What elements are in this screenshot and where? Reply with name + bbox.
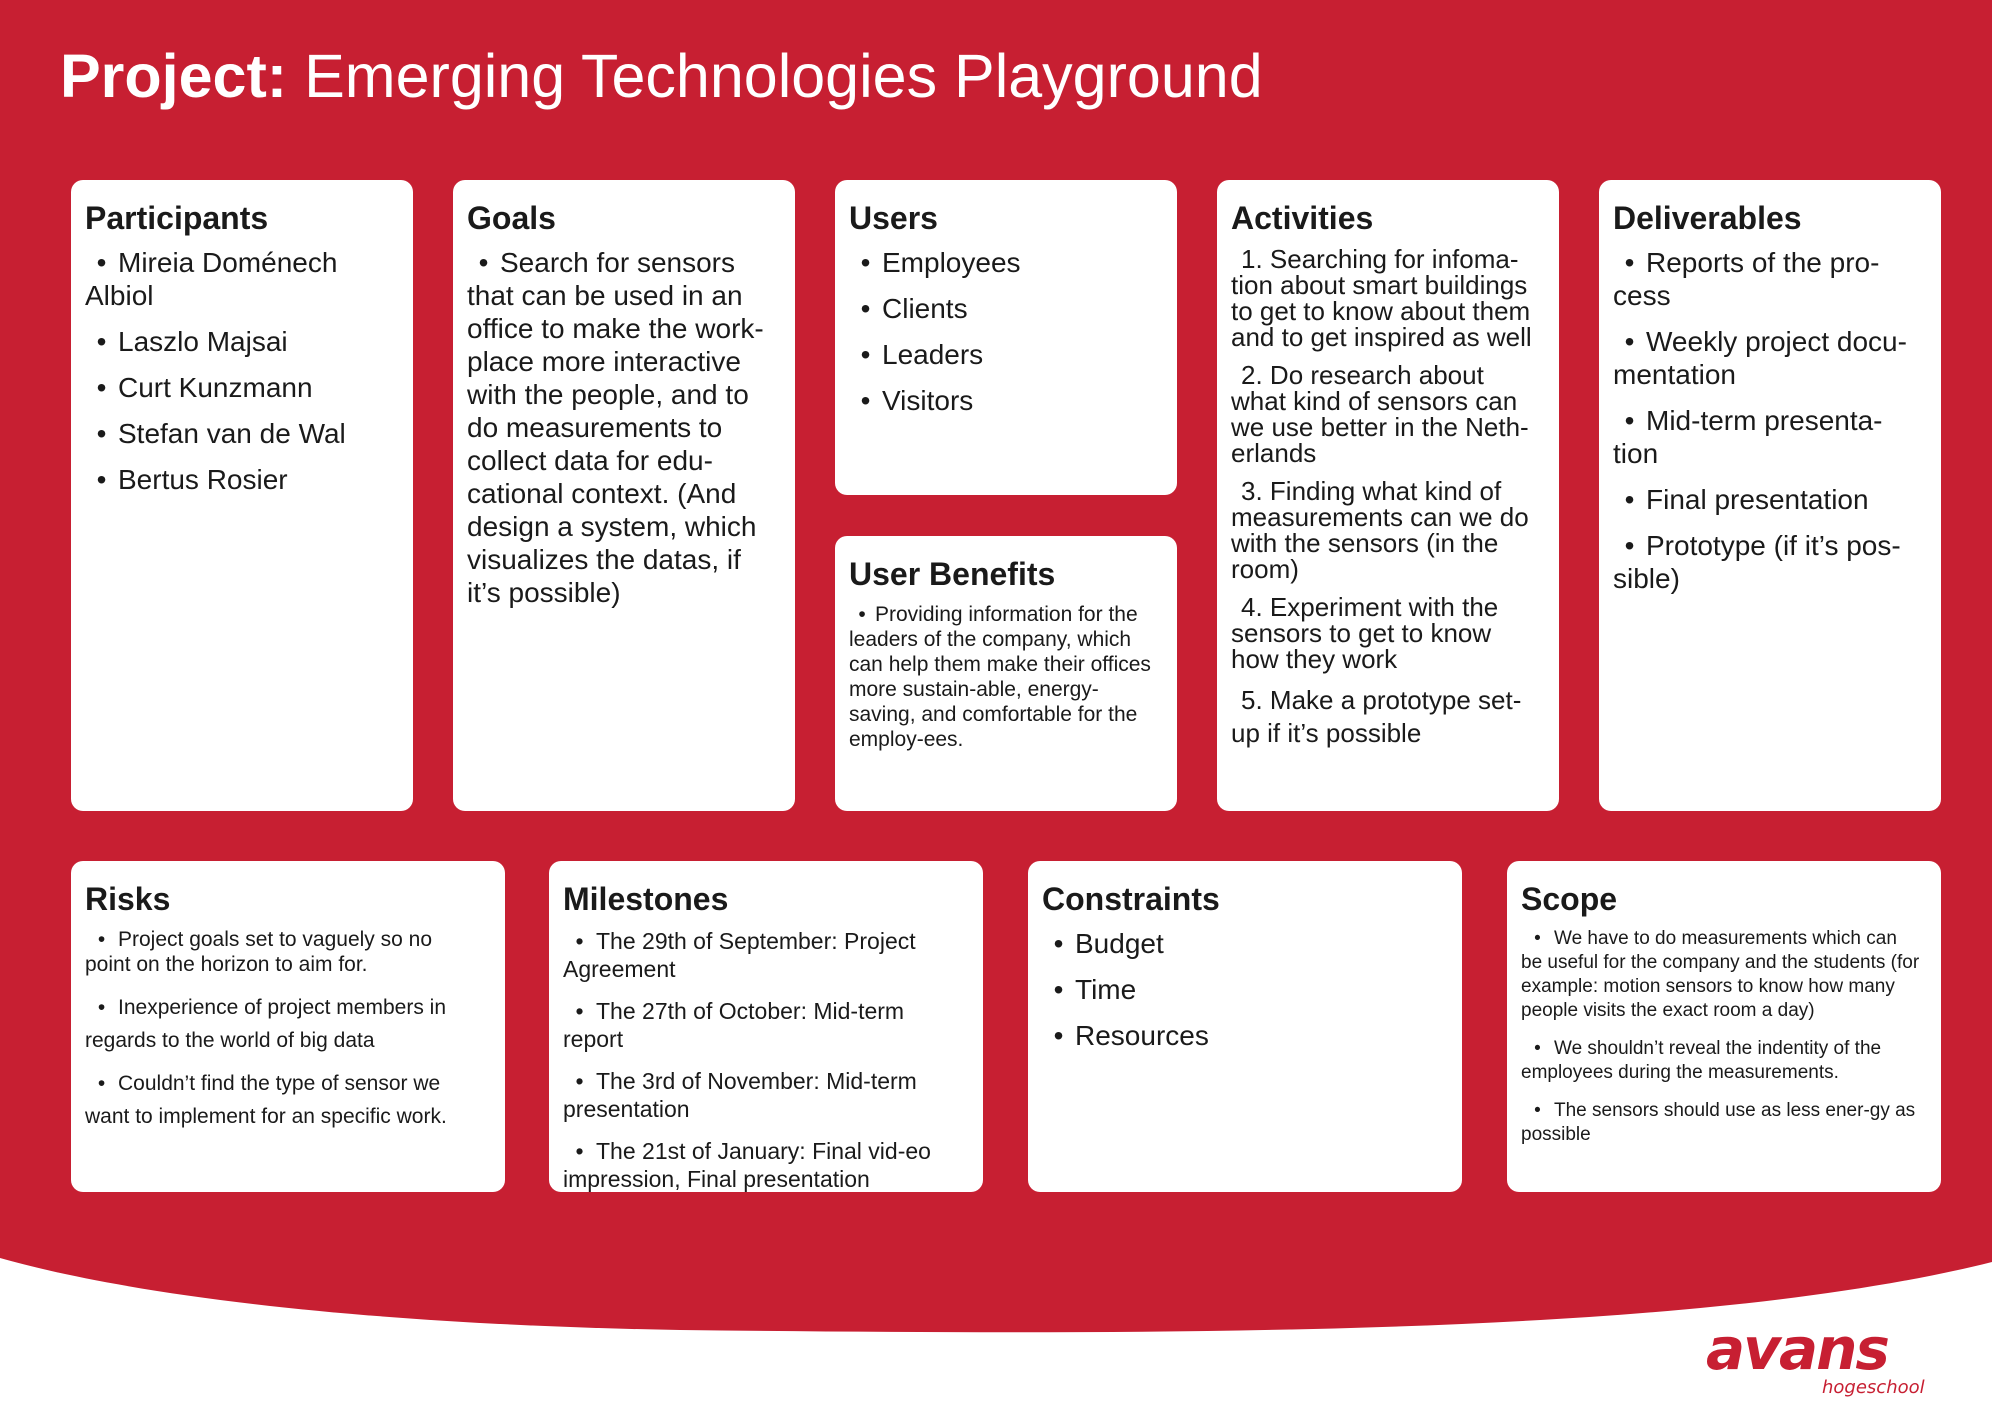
milestone-item: • The 3rd of November: Mid-term presentation	[563, 1068, 917, 1122]
milestone-text: The 27th of October: Mid-term report	[563, 998, 905, 1052]
user-benefit-text: Providing information for the leaders of the company, which can help them make their offices more sustain-able, energy-saving, and comfortable for the employ-ees.	[849, 603, 1151, 751]
user-item: • Leaders	[860, 339, 984, 370]
milestone-item: • The 27th of October: Mid-term report	[563, 998, 905, 1052]
scope-card	[1507, 861, 1941, 1192]
activity-item: 2. Do research about what kind of sensors can we use better in the Neth-erlands	[1231, 360, 1529, 468]
participants-heading: Participants	[85, 200, 269, 236]
milestone-item: • The 29th of September: Project Agreement	[563, 928, 916, 982]
user-item: • Clients	[860, 293, 968, 324]
user-benefits-heading: User Benefits	[849, 556, 1056, 592]
activity-text: Do research about what kind of sensors can we use better in the Neth-erlands	[1231, 360, 1529, 468]
constraint-item: • Resources	[1053, 1020, 1209, 1051]
title-prefix: Project:	[60, 42, 288, 110]
user-item: • Visitors	[860, 385, 974, 416]
participant-name: Bertus Rosier	[118, 464, 288, 495]
participant-name: Curt Kunzmann	[118, 372, 313, 403]
risk-text: Project goals set to vaguely so no point on the horizon to aim for.	[85, 928, 433, 976]
constraint-item: • Budget	[1053, 928, 1164, 959]
logo-wordmark: avans	[1706, 1315, 1888, 1383]
milestone-item: • The 21st of January: Final vid-eo impression, Final presentation	[563, 1138, 931, 1192]
scope-item: • The sensors should use as less ener-gy as possible	[1521, 1100, 1916, 1145]
deliverable-item: • Final presentation	[1624, 484, 1869, 515]
goal-item: • Search for sensors that can be used in an office to make the work-place more interactive with the people, and to do measurements to collect data for edu-cational context. (And design a system, which visualizes the datas, if it’s possible)	[467, 247, 764, 608]
participant-name: Laszlo Majsai	[118, 326, 288, 357]
activities-card	[1217, 180, 1559, 811]
constraint-item: • Time	[1053, 974, 1137, 1005]
risk-item: • Couldn’t find the type of sensor we want to implement for an specific work.	[85, 1072, 447, 1128]
user-item: • Employees	[860, 247, 1021, 278]
scope-text: We have to do measurements which can be useful for the company and the students (for example: motion sensors to know how many people visits the exact room a day)	[1521, 928, 1920, 1021]
user-text: Leaders	[882, 339, 984, 370]
scope-item: • We shouldn’t reveal the indentity of the employees during the measurements.	[1521, 1038, 1882, 1083]
participant-item: • Stefan van de Wal	[96, 418, 346, 449]
deliverables-card	[1599, 180, 1941, 811]
users-heading: Users	[849, 200, 938, 236]
deliverable-item: • Weekly project docu-mentation	[1613, 326, 1907, 390]
deliverables-heading: Deliverables	[1613, 200, 1802, 236]
deliverable-text: Prototype (if it’s pos-sible)	[1613, 530, 1901, 594]
participant-item: • Curt Kunzmann	[96, 372, 313, 403]
milestone-text: The 21st of January: Final vid-eo impression, Final presentation	[563, 1138, 931, 1192]
scope-text: The sensors should use as less ener-gy as possible	[1521, 1100, 1916, 1145]
activity-item: 1. Searching for infoma-tion about smart buildings to get to know about them and to get inspired as well	[1231, 244, 1532, 352]
deliverable-text: Final presentation	[1646, 484, 1869, 515]
logo-subtitle: hogeschool	[1822, 1377, 1925, 1398]
activities-heading: Activities	[1231, 200, 1374, 236]
constraints-card	[1028, 861, 1462, 1192]
risk-text: Inexperience of project members in regards to the world of big data	[85, 996, 446, 1052]
goal-text: Search for sensors that can be used in an office to make the work-place more interactive with the people, and to do measurements to collect data for edu-cational context. (And design a system, which visualizes the datas, if it’s possible)	[467, 247, 764, 608]
deliverable-item: • Prototype (if it’s pos-sible)	[1613, 530, 1901, 594]
milestones-heading: Milestones	[563, 881, 729, 917]
user-benefits-card	[835, 536, 1177, 811]
scope-heading: Scope	[1521, 881, 1618, 917]
risk-item: • Inexperience of project members in regards to the world of big data	[85, 996, 446, 1052]
constraint-text: Time	[1075, 974, 1137, 1005]
activity-item: 5. Make a prototype set-up if it’s possible	[1231, 685, 1522, 748]
participants-card	[71, 180, 413, 811]
participant-name: Mireia Doménech Albiol	[85, 247, 338, 311]
milestone-text: The 29th of September: Project Agreement	[563, 928, 916, 982]
activity-item: 3. Finding what kind of measurements can we do with the sensors (in the room)	[1231, 476, 1529, 584]
milestone-text: The 3rd of November: Mid-term presentation	[563, 1068, 917, 1122]
participant-name: Stefan van de Wal	[118, 418, 346, 449]
user-text: Visitors	[882, 385, 974, 416]
page-title	[60, 36, 1263, 116]
goals-heading: Goals	[467, 200, 556, 236]
activity-text: Experiment with the sensors to get to know how they work	[1231, 592, 1499, 674]
activity-text: Searching for infoma-tion about smart buildings to get to know about them and to get inspired as well	[1231, 244, 1532, 352]
constraint-text: Budget	[1075, 928, 1164, 959]
milestones-card	[549, 861, 983, 1192]
avans-logo	[1706, 1315, 1946, 1400]
scope-text: We shouldn’t reveal the indentity of the employees during the measurements.	[1521, 1038, 1882, 1083]
goals-card	[453, 180, 795, 811]
user-benefit-item: • Providing information for the leaders of the company, which can help them make their offices more sustain-able, energy-saving, and comfortable for the employ-ees.	[849, 603, 1151, 751]
deliverable-item: • Reports of the pro-cess	[1613, 247, 1880, 311]
deliverable-text: Weekly project docu-mentation	[1613, 326, 1907, 390]
constraints-heading: Constraints	[1042, 881, 1220, 917]
deliverable-item: • Mid-term presenta-tion	[1613, 405, 1883, 469]
activity-item: 4. Experiment with the sensors to get to know how they work	[1231, 592, 1499, 674]
user-text: Employees	[882, 247, 1021, 278]
risks-heading: Risks	[85, 881, 171, 917]
user-text: Clients	[882, 293, 968, 324]
deliverable-text: Reports of the pro-cess	[1613, 247, 1880, 311]
risk-item: • Project goals set to vaguely so no point on the horizon to aim for.	[85, 928, 433, 976]
scope-item: • We have to do measurements which can be useful for the company and the students (for example: motion sensors to know how many people visits the exact room a day)	[1521, 928, 1920, 1021]
deliverable-text: Mid-term presenta-tion	[1613, 405, 1883, 469]
risks-card	[71, 861, 505, 1192]
constraint-text: Resources	[1075, 1020, 1209, 1051]
risk-text: Couldn’t find the type of sensor we want to implement for an specific work.	[85, 1072, 447, 1128]
activity-text: Finding what kind of measurements can we do with the sensors (in the room)	[1231, 476, 1529, 584]
users-card	[835, 180, 1177, 495]
participant-item: • Mireia Doménech Albiol	[85, 247, 338, 311]
participant-item: • Bertus Rosier	[96, 464, 288, 495]
participant-item: • Laszlo Majsai	[96, 326, 288, 357]
title-text: Emerging Technologies Playground	[304, 42, 1263, 110]
activity-text: Make a prototype set-up if it’s possible	[1231, 685, 1522, 748]
